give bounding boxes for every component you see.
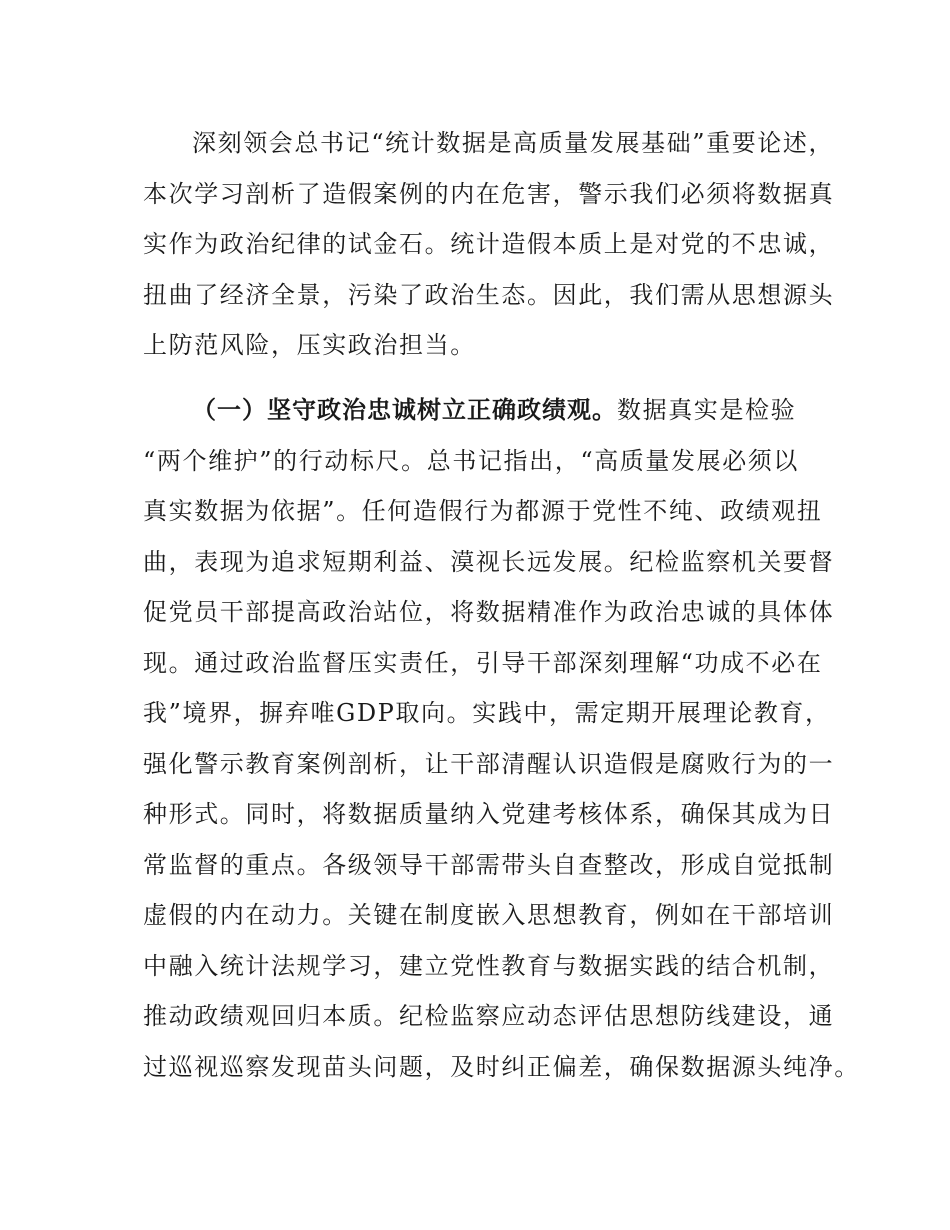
text-line: 种形式。同时，将数据质量纳入党建考核体系，确保其成为日 bbox=[143, 800, 835, 828]
text-line: 深刻领会总书记“统计数据是高质量发展基础”重要论述， bbox=[192, 129, 835, 157]
text-line: 过巡视巡察发现苗头问题，及时纠正偏差，确保数据源头纯净。 bbox=[143, 1052, 860, 1081]
text-line: 中融入统计法规学习，建立党性教育与数据实践的结合机制， bbox=[143, 951, 835, 980]
text-line: 本次学习剖析了造假案例的内在危害，警示我们必须将数据真 bbox=[143, 179, 835, 208]
section-first-line bbox=[143, 385, 833, 436]
text-line: 虚假的内在动力。关键在制度嵌入思想教育，例如在干部培训 bbox=[143, 901, 835, 929]
text-line: 实作为政治纪律的试金石。统计造假本质上是对党的不忠诚， bbox=[143, 230, 835, 258]
text-line: 上防范风险，压实政治担当。 bbox=[143, 331, 476, 359]
text-line: 扭曲了经济全景，污染了政治生态。因此，我们需从思想源头 bbox=[143, 280, 835, 309]
paragraph-intro bbox=[143, 118, 833, 371]
paragraph-section-1 bbox=[143, 385, 860, 1092]
section-first-line-text: 数据真实是检验 bbox=[617, 396, 797, 424]
text-line: 推动政绩观回归本质。纪检监察应动态评估思想防线建设，通 bbox=[143, 1002, 835, 1030]
text-line: 强化警示教育案例剖析，让干部清醒认识造假是腐败行为的一 bbox=[143, 749, 835, 778]
text-line: 常监督的重点。各级领导干部需带头自查整改，形成自觉抵制 bbox=[143, 850, 835, 879]
text-line: 曲，表现为追求短期利益、漠视长远发展。纪检监察机关要督 bbox=[143, 547, 835, 576]
text-line: 现。通过政治监督压实责任，引导干部深刻理解“功成不必在 bbox=[143, 648, 823, 677]
text-line: 我”境界，摒弃唯GDP取向。实践中，需定期开展理论教育， bbox=[143, 699, 831, 727]
text-line: “两个维护”的行动标尺。总书记指出，“高质量发展必须以 bbox=[143, 446, 800, 475]
section-heading: （一）坚守政治忠诚树立正确政绩观。 bbox=[192, 396, 617, 424]
text-line: 真实数据为依据”。任何造假行为都源于党性不纯、政绩观扭 bbox=[143, 497, 823, 525]
text-line: 促党员干部提高政治站位，将数据精准作为政治忠诚的具体体 bbox=[143, 598, 835, 626]
